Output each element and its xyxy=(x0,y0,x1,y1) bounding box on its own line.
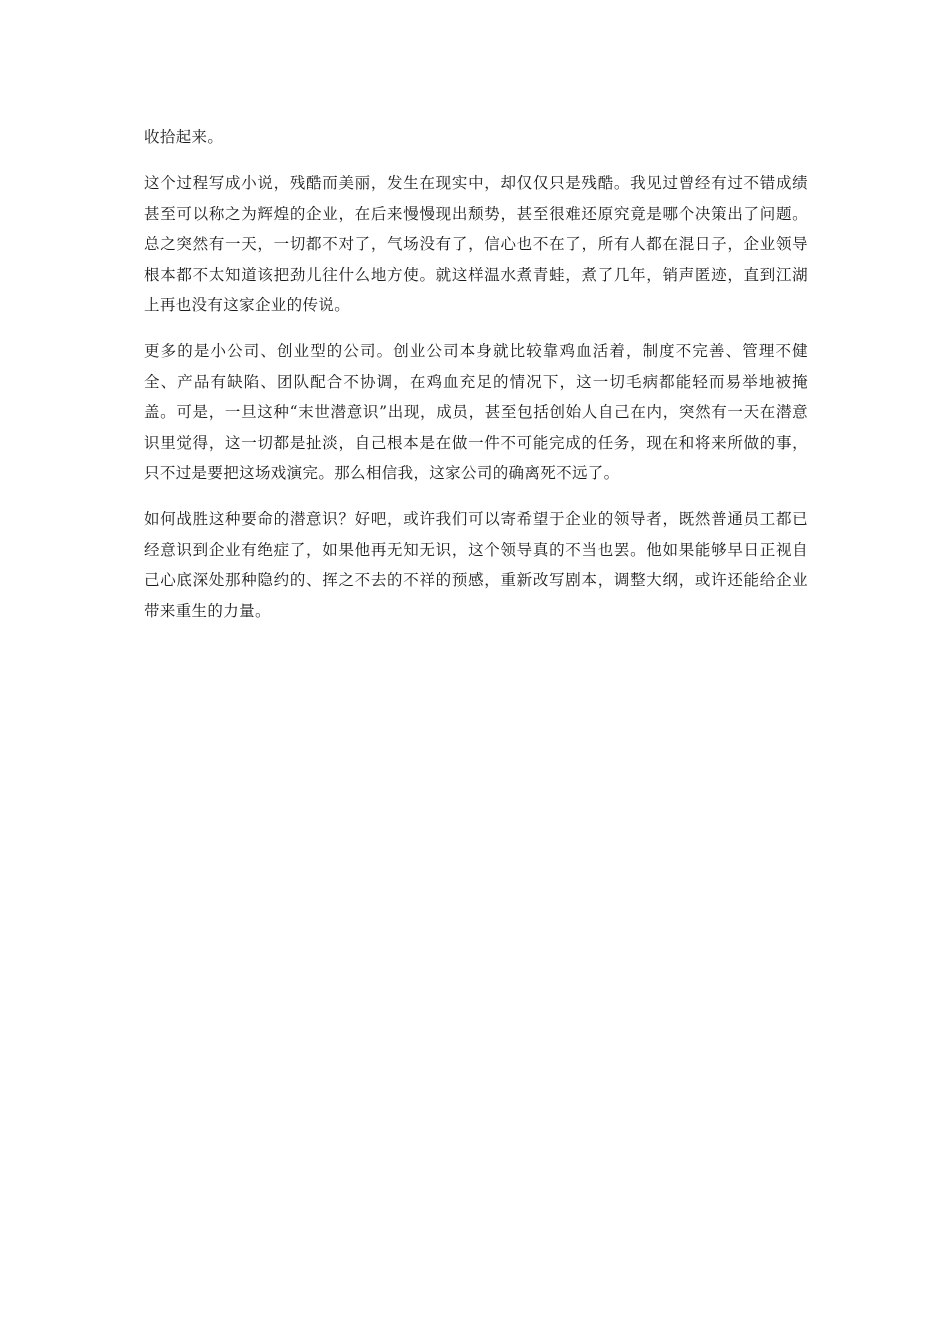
paragraph-1: 收拾起来。 xyxy=(144,128,224,146)
article-body xyxy=(144,122,808,626)
paragraph-3: 更多的是小公司、创业型的公司。创业公司本身就比较靠鸡血活着，制度不完善、管理不健全、产品有缺陷、团队配合不协调，在鸡血充足的情况下，这一切毛病都能轻而易举地被掩盖。可是，一旦这种“末世潜意识”出现，成员，甚至包括创始人自己在内，突然有一天在潜意识里觉得，这一切都是扯淡，自己根本是在做一件不可能完成的任务，现在和将来所做的事，只不过是要把这场戏演完。那么相信我，这家公司的确离死不远了。 xyxy=(144,342,808,483)
paragraph-4: 如何战胜这种要命的潜意识？好吧，或许我们可以寄希望于企业的领导者，既然普通员工都已经意识到企业有绝症了，如果他再无知无识，这个领导真的不当也罢。他如果能够早日正视自己心底深处那种隐约的、挥之不去的不祥的预感，重新改写剧本，调整大纲，或许还能给企业带来重生的力量。 xyxy=(144,510,808,620)
paragraph-2: 这个过程写成小说，残酷而美丽，发生在现实中，却仅仅只是残酷。我见过曾经有过不错成绩甚至可以称之为辉煌的企业，在后来慢慢现出颓势，甚至很难还原究竟是哪个决策出了问题。总之突然有一天，一切都不对了，气场没有了，信心也不在了，所有人都在混日子，企业领导根本都不太知道该把劲儿往什么地方使。就这样温水煮青蛙，煮了几年，销声匿迹，直到江湖上再也没有这家企业的传说。 xyxy=(144,174,808,315)
